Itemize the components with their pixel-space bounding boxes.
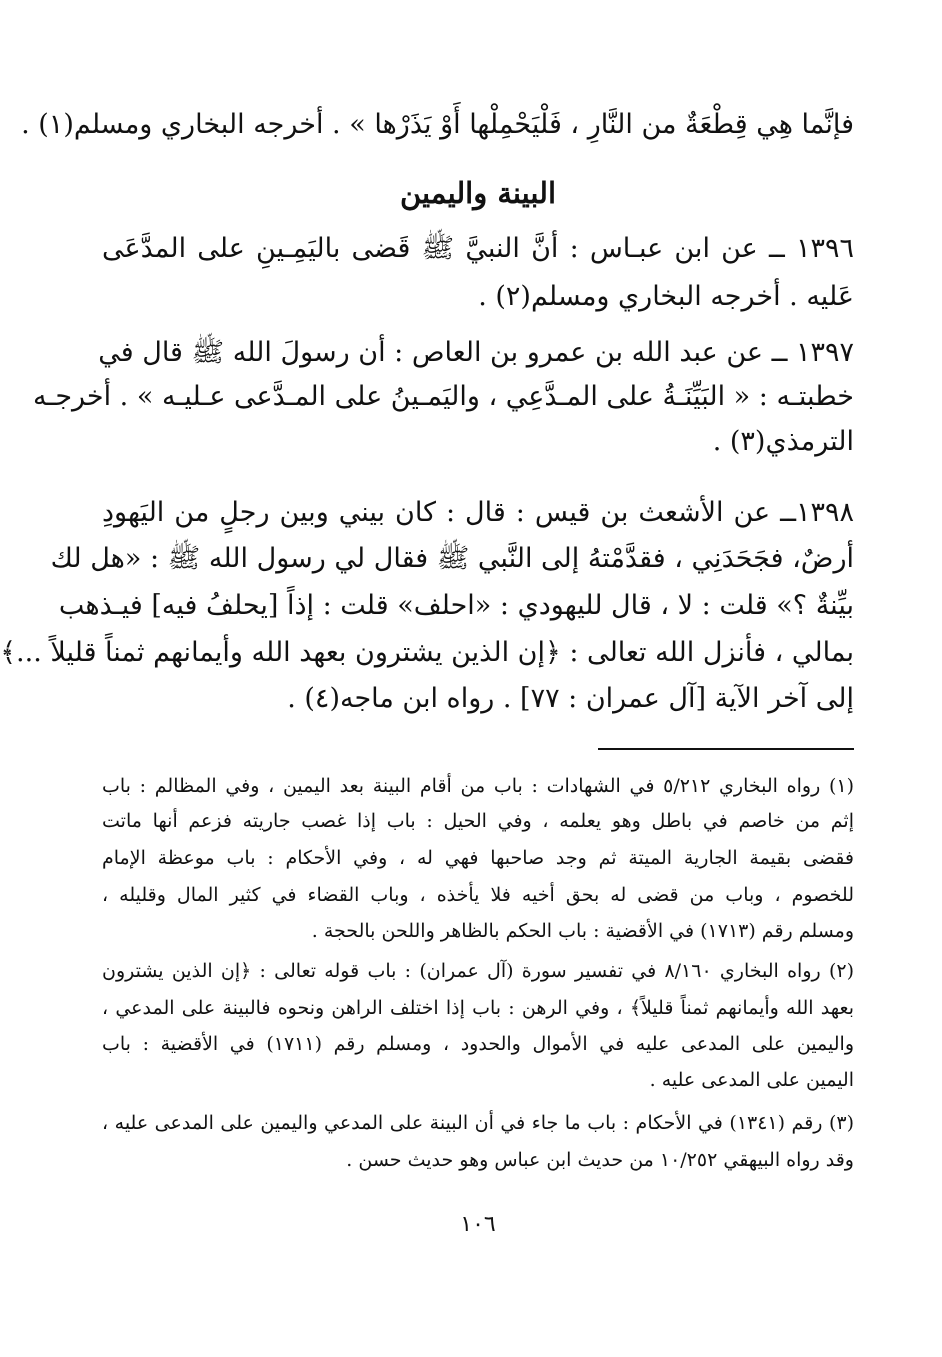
footnote-line: ومسلم رقم (١٧١٣) في الأقضية : باب الحكم بالظاهر واللحن بالحجة . (311, 920, 854, 942)
hadith-line: الترمذي(٣) . (712, 426, 854, 457)
footnote-line: واليمين على المدعى عليه في الأموال والحدود ، ومسلم رقم (١٧١١) في الأقضية : باب (102, 1033, 854, 1055)
footnote-line: إثم من خاصم في باطل وهو يعلمه ، وفي الحيل : باب إذا غصب جاريته فزعم أنها ماتت (102, 810, 854, 832)
hadith-line: أرضٌ، فجَحَدَنِي ، فقدَّمْتهُ إلى النَّبي ﷺ فقال لي رسول الله ﷺ : «هل لك (50, 543, 854, 574)
hadith-line: خطبتـه : « البَيِّنَـةُ على المـدَّعِي ، واليَمـينُ على المـدَّعى عـليـه » . أخرجـه (32, 381, 854, 412)
intro-line: فإنَّما هِي قِطْعَةٌ من النَّارِ ، فَلْيَحْمِلْها أَوْ يَذَرْها » . أخرجه البخاري ومسلم(١) . (21, 109, 854, 140)
footnote-line: للخصوم ، وباب من قضى له بحق أخيه فلا يأخذه ، وباب القضاء في كثير المال وقليله ، (102, 884, 854, 906)
footnote-line: (١) رواه البخاري ٥/٢١٢ في الشهادات : باب من أقام البينة بعد اليمين ، وفي المظالم : باب (102, 775, 854, 797)
footnote-divider (598, 748, 854, 750)
hadith-line: ١٣٩٦ ــ عن ابن عبـاس : أنَّ النبيَّ ﷺ قَضى باليَمِـينِ على المدَّعَى (102, 233, 854, 264)
hadith-line: ١٣٩٧ ــ عن عبد الله بن عمرو بن العاص : أن رسولَ الله ﷺ قال في (98, 337, 854, 368)
section-heading: البينة واليمين (399, 176, 557, 210)
hadith-line: بيِّنةٌ ؟» قلت : لا ، قال لليهودي : «احلف» قلت : إذاً [يحلفُ فيه] فيـذهب (58, 590, 854, 621)
hadith-line: بمالي ، فأنزل الله تعالى : ﴿إن الذين يشترون بعهد الله وأيمانهم ثمناً قليلاً ...﴾ (0, 637, 854, 668)
footnote-line: اليمين على المدعى عليه . (649, 1069, 854, 1091)
footnote-line: فقضى بقيمة الجارية الميتة ثم وجد صاحبها فهي له ، وفي الأحكام : باب موعظة الإمام (102, 847, 854, 869)
footnote-line: وقد رواه البيهقي ١٠/٢٥٢ من حديث ابن عباس وهو حديث حسن . (346, 1149, 854, 1171)
footnote-line: (٢) رواه البخاري ٨/١٦٠ في تفسير سورة (آل عمران) : باب قوله تعالى : ﴿إن الذين يشترون (102, 960, 854, 982)
hadith-line: ١٣٩٨ــ عن الأشعث بن قيس : قال : كان بيني وبين رجلٍ من اليَهودِ (102, 497, 854, 528)
footnote-line: بعهد الله وأيمانهم ثمناً قليلاً﴾ ، وفي الرهن : باب إذا اختلف الراهن ونحوه فالبينة على المدعي ، (102, 997, 854, 1019)
footnote-line: (٣) رقم (١٣٤١) في الأحكام : باب ما جاء في أن البينة على المدعي واليمين على المدعى عليه ، (102, 1112, 855, 1134)
hadith-line: إلى آخر الآية [آل عمران : ٧٧] . رواه ابن ماجه(٤) . (287, 683, 854, 714)
page-number: ١٠٦ (460, 1212, 496, 1237)
hadith-line: عَليه . أخرجه البخاري ومسلم(٢) . (478, 281, 854, 312)
